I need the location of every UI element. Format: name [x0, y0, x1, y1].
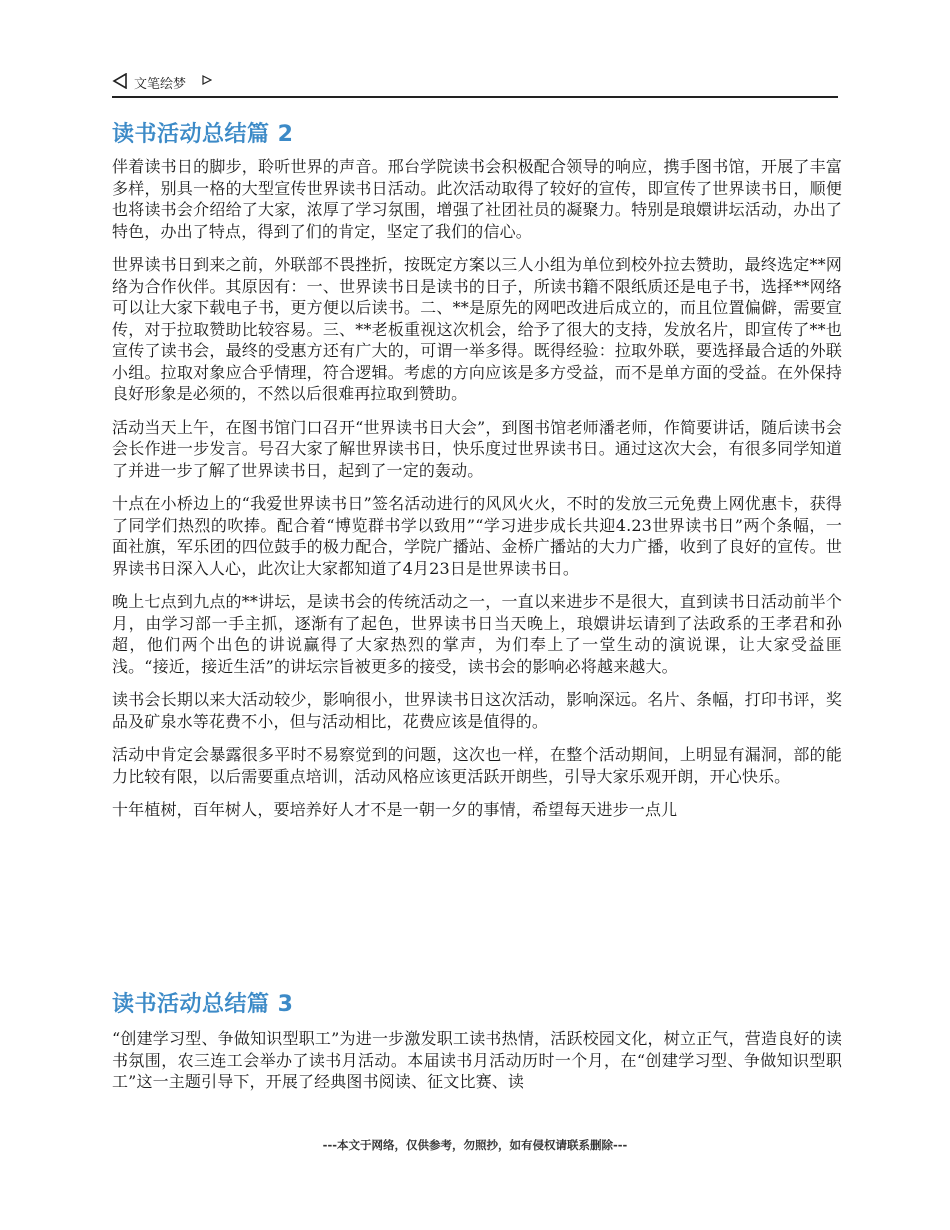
paragraph: “创建学习型、争做知识型职工”为进一步激发职工读书热情，活跃校园文化，树立正气，营造良好的读书氛围，农三连工会举办了读书月活动。本届读书月活动历时一个月，在“创建学习型、争做知识型职工”这一主题引导下，开展了经典图书阅读、征文比赛、读 [112, 1029, 842, 1091]
brand-name: 文笔绘梦 [134, 77, 187, 92]
paragraph: 活动中肯定会暴露很多平时不易察觉到的问题，这次也一样，在整个活动期间，上明显有漏洞，部的能力比较有限，以后需要重点培训，活动风格应该更活跃开朗些，引导大家乐观开朗，开心快乐。 [112, 745, 842, 786]
paragraph: 十点在小桥边上的“我爱世界读书日”签名活动进行的风风火火，不时的发放三元免费上网优惠卡，获得了同学们热烈的吹捧。配合着“博览群书学以致用”“学习进步成长共迎4.23世界读书日”两个条幅，一面社旗，军乐团的四位鼓手的极力配合，学院广播站、金桥广播站的大力广播，收到了良好的宣传。世界读书日深入人心，此次让大家都知道了4月23日是世界读书日。 [112, 494, 842, 578]
paragraph: 读书会长期以来大活动较少，影响很小，世界读书日这次活动，影响深远。名片、条幅，打印书评，奖品及矿泉水等花费不小，但与活动相比，花费应该是值得的。 [112, 690, 842, 731]
paragraph: 世界读书日到来之前，外联部不畏挫折，按既定方案以三人小组为单位到校外拉去赞助，最终选定**网络为合作伙伴。其原因有：一、世界读书日是读书的日子，所读书籍不限纸质还是电子书，选择**网络可以让大家下载电子书，更方便以后读书。二、**是原先的网吧改进后成立的，而且位置偏僻，需要宣传，对于拉取赞助比较容易。三、**老板重视这次机会，给予了很大的支持，发放名片，即宣传了**也宣传了读书会，最终的受惠方还有广大的，可谓一举多得。既得经验：拉取外联，要选择最合适的外联小组。拉取对象应合乎情理，符合逻辑。考虑的方向应该是多方受益，而不是单方面的受益。在外保持良好形象是必须的，不然以后很难再拉取到赞助。 [112, 255, 842, 403]
copyright-notice: ---本文于网络，仅供参考，勿照抄，如有侵权请联系删除--- [322, 1138, 628, 1152]
play-triangle-icon[interactable] [202, 75, 212, 85]
back-triangle-icon[interactable] [112, 73, 128, 89]
section-title-2: 读书活动总结篇 2 [112, 122, 294, 147]
paragraph: 十年植树，百年树人，要培养好人才不是一朝一夕的事情，希望每天进步一点儿 [112, 800, 678, 819]
section-title-3: 读书活动总结篇 3 [112, 992, 294, 1017]
paragraph: 活动当天上午，在图书馆门口召开“世界读书日大会”，到图书馆老师潘老师，作简要讲话，随后读书会会长作进一步发言。号召大家了解世界读书日，快乐度过世界读书日。通过这次大会，有很多同学知道了并进一步了解了世界读书日，起到了一定的轰动。 [112, 417, 842, 480]
section-body-2 [112, 156, 842, 833]
page-header [112, 72, 838, 98]
section-body-3 [112, 1028, 842, 1105]
paragraph: 晚上七点到九点的**讲坛，是读书会的传统活动之一，一直以来进步不是很大，直到读书日活动前半个月，由学习部一手主抓，逐渐有了起色，世界读书日当天晚上，琅嬛讲坛请到了法政系的王孝君和孙超，他们两个出色的讲说赢得了大家热烈的掌声，为们奉上了一堂生动的演说课，让大家受益匪浅。“接近，接近生活”的讲坛宗旨被更多的接受，读书会的影响必将越来越大。 [112, 592, 842, 676]
paragraph: 伴着读书日的脚步，聆听世界的声音。邢台学院读书会积极配合领导的响应，携手图书馆，开展了丰富多样，别具一格的大型宣传世界读书日活动。此次活动取得了较好的宣传，即宣传了世界读书日，顺便也将读书会介绍给了大家，浓厚了学习氛围，增强了社团社员的凝聚力。特别是琅嬛讲坛活动，办出了特色，办出了特点，得到了们的肯定，坚定了我们的信心。 [112, 157, 842, 241]
